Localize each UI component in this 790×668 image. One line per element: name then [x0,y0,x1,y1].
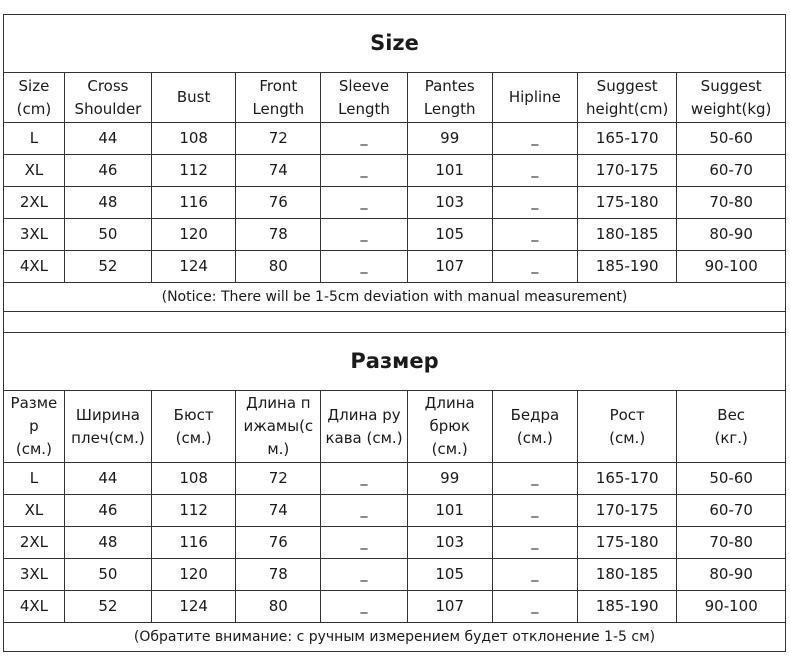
table-row [4,463,786,495]
cell-front-length: 76 [236,187,321,219]
header-line: Length [338,99,390,118]
cell-suggest-height: 180-185 [577,219,676,251]
header-hipline [492,391,577,463]
cell-pants-length: 99 [407,123,492,155]
cell-pants-length: 103 [407,187,492,219]
header-line: Cross [87,76,129,95]
cell-hipline: _ [492,251,577,283]
header-line: брюк [429,417,470,435]
cell-sleeve-length: _ [321,155,407,187]
cell-front-length: 72 [236,463,321,495]
cell-suggest-weight: 70-80 [677,187,786,219]
table-row [4,559,786,591]
cell-pants-length: 105 [407,559,492,591]
cell-sleeve-length: _ [321,123,407,155]
header-cross-shoulder [64,391,151,463]
size-table [3,14,786,652]
header-line: Длина п [245,394,311,412]
cell-hipline: _ [492,559,577,591]
header-line: Длина ру [327,405,401,424]
russian-notice-row [4,623,786,652]
header-pants-length [407,73,492,123]
cell-pants-length: 103 [407,527,492,559]
cell-suggest-weight: 80-90 [677,219,786,251]
header-line: Length [423,99,476,118]
header-line: Разме [10,394,58,412]
cell-front-length: 78 [236,219,321,251]
cell-size: 3XL [4,219,65,251]
header-line: Бюст [173,405,214,424]
cell-cross-shoulder: 46 [64,495,151,527]
header-cross-shoulder [64,73,151,123]
table-row [4,219,786,251]
cell-suggest-weight: 90-100 [677,251,786,283]
header-hipline [492,73,577,123]
cell-size: 2XL [4,527,65,559]
cell-pants-length: 101 [407,155,492,187]
cell-size: L [4,123,65,155]
russian-title-row [4,333,786,391]
header-suggest-height [577,391,676,463]
cell-size: XL [4,495,65,527]
header-line: (см.) [609,428,646,447]
cell-front-length: 72 [236,123,321,155]
cell-suggest-height: 185-190 [577,591,676,623]
russian-title: Размер [4,333,786,391]
cell-sleeve-length: _ [321,591,407,623]
cell-cross-shoulder: 52 [64,591,151,623]
cell-sleeve-length: _ [321,495,407,527]
cell-size: 4XL [4,251,65,283]
cell-hipline: _ [492,123,577,155]
cell-suggest-height: 165-170 [577,123,676,155]
cell-bust: 112 [152,495,236,527]
table-row [4,123,786,155]
cell-hipline: _ [492,527,577,559]
cell-pants-length: 107 [407,251,492,283]
header-line: плеч(см.) [71,428,145,447]
cell-size: L [4,463,65,495]
cell-suggest-weight: 50-60 [677,123,786,155]
cell-suggest-weight: 80-90 [677,559,786,591]
cell-sleeve-length: _ [321,219,407,251]
cell-size: 4XL [4,591,65,623]
header-size [4,73,65,123]
header-line: weight(kg) [690,99,772,118]
section-gap-row [4,312,786,333]
header-line: р [29,417,39,435]
cell-bust: 124 [152,251,236,283]
russian-notice: (Обратите внимание: с ручным измерением будет отклонение 1-5 см) [4,623,786,652]
table-row [4,251,786,283]
header-line: Front [259,76,298,95]
cell-suggest-weight: 60-70 [677,155,786,187]
cell-sleeve-length: _ [321,463,407,495]
cell-hipline: _ [492,591,577,623]
cell-bust: 108 [152,463,236,495]
cell-size: 3XL [4,559,65,591]
header-line: (см.) [431,440,468,458]
cell-hipline: _ [492,155,577,187]
cell-cross-shoulder: 50 [64,559,151,591]
cell-front-length: 74 [236,495,321,527]
header-line: (cm) [16,99,52,118]
cell-cross-shoulder: 46 [64,155,151,187]
cell-cross-shoulder: 48 [64,527,151,559]
english-header-row [4,73,786,123]
cell-size: XL [4,155,65,187]
cell-front-length: 76 [236,527,321,559]
header-suggest-height [577,73,676,123]
header-line: (см.) [15,440,52,458]
header-line: Длина [424,394,475,412]
header-line: (см.) [516,428,553,447]
header-line: Бедра [510,405,560,424]
header-suggest-weight [677,391,786,463]
cell-bust: 116 [152,527,236,559]
cell-suggest-weight: 90-100 [677,591,786,623]
section-gap [4,312,786,333]
cell-suggest-height: 175-180 [577,187,676,219]
header-size [4,391,65,463]
cell-sleeve-length: _ [321,251,407,283]
header-line: (см.) [175,428,212,447]
cell-cross-shoulder: 48 [64,187,151,219]
cell-suggest-height: 175-180 [577,527,676,559]
english-title-row [4,15,786,73]
header-bust [152,391,236,463]
header-line: height(cm) [585,99,669,118]
cell-bust: 108 [152,123,236,155]
english-notice-row [4,283,786,312]
header-sleeve-length [321,73,407,123]
cell-front-length: 80 [236,591,321,623]
cell-cross-shoulder: 52 [64,251,151,283]
cell-cross-shoulder: 44 [64,463,151,495]
cell-bust: 112 [152,155,236,187]
cell-suggest-weight: 50-60 [677,463,786,495]
header-line: Ширина [75,405,140,424]
table-row [4,155,786,187]
cell-hipline: _ [492,495,577,527]
cell-bust: 120 [152,219,236,251]
header-bust [152,73,236,123]
header-front-length [236,73,321,123]
header-sleeve-length [321,391,407,463]
cell-suggest-height: 180-185 [577,559,676,591]
cell-front-length: 78 [236,559,321,591]
cell-hipline: _ [492,187,577,219]
table-row [4,187,786,219]
header-line: Suggest [700,76,762,95]
table-row [4,495,786,527]
cell-bust: 120 [152,559,236,591]
cell-pants-length: 105 [407,219,492,251]
cell-front-length: 80 [236,251,321,283]
table-row [4,591,786,623]
cell-sleeve-length: _ [321,527,407,559]
cell-cross-shoulder: 44 [64,123,151,155]
cell-pants-length: 107 [407,591,492,623]
header-line: (кг.) [714,428,748,447]
cell-size: 2XL [4,187,65,219]
cell-sleeve-length: _ [321,559,407,591]
header-line: Hipline [508,88,561,106]
cell-suggest-height: 170-175 [577,495,676,527]
cell-sleeve-length: _ [321,187,407,219]
cell-suggest-weight: 60-70 [677,495,786,527]
english-notice: (Notice: There will be 1-5cm deviation with manual measurement) [4,283,786,312]
header-line: м.) [267,440,290,458]
header-line: Sleeve [338,76,390,95]
cell-suggest-weight: 70-80 [677,527,786,559]
cell-bust: 116 [152,187,236,219]
header-line: кава (см.) [325,428,403,447]
table-row [4,527,786,559]
header-suggest-weight [677,73,786,123]
cell-suggest-height: 165-170 [577,463,676,495]
cell-hipline: _ [492,463,577,495]
header-line: Shoulder [74,99,142,118]
size-chart-page [3,14,786,652]
cell-pants-length: 101 [407,495,492,527]
header-line: Length [252,99,305,118]
russian-header-row [4,391,786,463]
cell-cross-shoulder: 50 [64,219,151,251]
header-line: Вес [717,405,746,424]
cell-bust: 124 [152,591,236,623]
header-line: Size [18,76,50,95]
english-title: Size [4,15,786,73]
header-line: Suggest [596,76,658,95]
header-line: Bust [176,88,211,106]
cell-hipline: _ [492,219,577,251]
header-pants-length [407,391,492,463]
header-line: Рост [609,405,645,424]
header-front-length [236,391,321,463]
header-line: ижамы(с [243,417,314,435]
cell-suggest-height: 170-175 [577,155,676,187]
cell-pants-length: 99 [407,463,492,495]
cell-suggest-height: 185-190 [577,251,676,283]
header-line: Pantes [424,76,475,95]
cell-front-length: 74 [236,155,321,187]
